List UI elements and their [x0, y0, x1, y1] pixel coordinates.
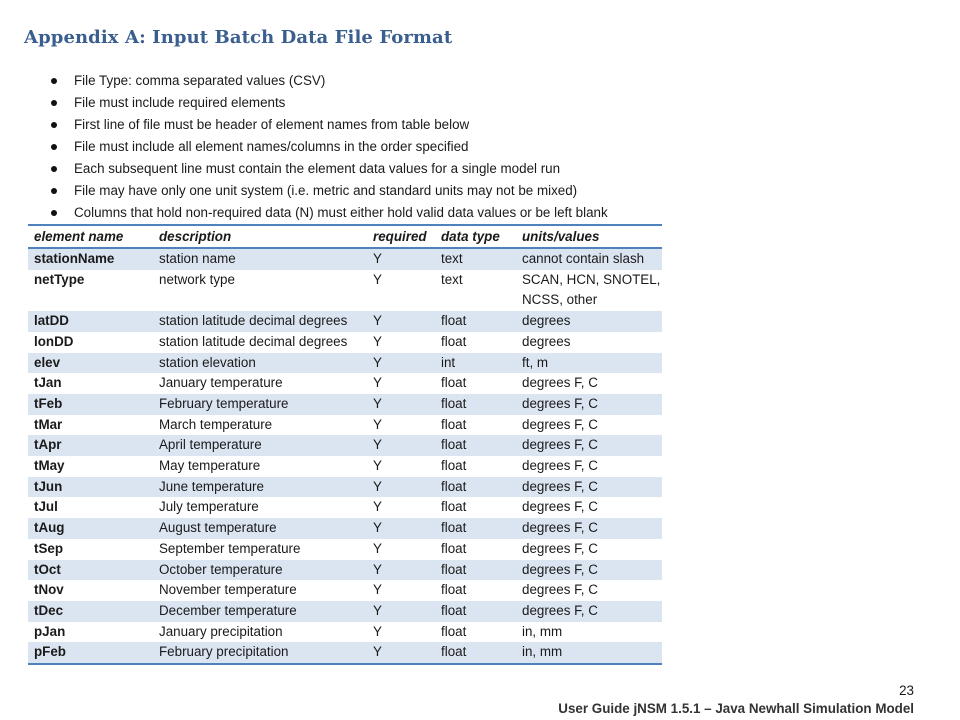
cell-units-values: degrees F, C — [516, 435, 662, 456]
cell-required: Y — [367, 353, 435, 374]
cell-data-type: float — [435, 435, 516, 456]
column-header-data-type: data type — [435, 225, 516, 248]
table-row — [28, 539, 662, 560]
table-row — [28, 415, 662, 436]
list-item-text: Each subsequent line must contain the element data values for a single model run — [74, 161, 561, 176]
cell-element-name: tOct — [28, 560, 153, 581]
cell-required: Y — [367, 435, 435, 456]
cell-element-name: tJun — [28, 477, 153, 498]
cell-data-type: float — [435, 560, 516, 581]
cell-units-values: degrees F, C — [516, 394, 662, 415]
requirements-list — [48, 70, 688, 224]
cell-element-name: tSep — [34, 540, 64, 556]
list-item-text: File may have only one unit system (i.e. metric and standard units may not be mixed) — [74, 183, 578, 198]
cell-units-values: degrees F, C — [522, 582, 598, 598]
cell-description: station latitude decimal degrees — [153, 311, 367, 332]
cell-required: Y — [367, 601, 435, 622]
cell-required: Y — [373, 416, 382, 432]
column-header-units-values: units/values — [516, 225, 662, 248]
list-item-text: Columns that hold non-required data (N) must either hold valid data values or be left blank — [74, 205, 608, 220]
list-item-text: File Type: comma separated values (CSV) — [74, 73, 326, 88]
table-row — [28, 560, 662, 581]
cell-units-values: cannot contain slash — [516, 248, 662, 270]
cell-units-values: degrees F, C — [522, 458, 598, 474]
cell-data-type: int — [435, 353, 516, 374]
cell-required: Y — [373, 499, 382, 515]
cell-required: Y — [367, 311, 435, 332]
list-item — [48, 114, 688, 136]
cell-units-values: degrees F, C — [522, 416, 598, 432]
cell-data-type: float — [435, 394, 516, 415]
cell-description: April temperature — [153, 435, 367, 456]
cell-required: Y — [373, 540, 382, 556]
cell-data-type: float — [441, 540, 467, 556]
cell-units-values: SCAN, HCN, SNOTEL, NCSS, other — [522, 271, 661, 308]
table-body — [28, 248, 662, 664]
cell-required: Y — [373, 582, 382, 598]
cell-description: January temperature — [159, 375, 283, 391]
cell-required: Y — [373, 333, 382, 349]
cell-required: Y — [373, 623, 382, 639]
column-header-required: required — [367, 225, 435, 248]
cell-required: Y — [367, 477, 435, 498]
cell-description: August temperature — [153, 518, 367, 539]
column-header-description: description — [153, 225, 367, 248]
cell-units-values: in, mm — [522, 623, 563, 639]
cell-data-type: float — [441, 416, 467, 432]
table-row — [28, 580, 662, 601]
table-header-row — [28, 225, 662, 248]
cell-units-values: degrees F, C — [516, 560, 662, 581]
cell-description: station latitude decimal degrees — [159, 333, 348, 349]
table-row — [28, 518, 662, 539]
cell-element-name: tDec — [28, 601, 153, 622]
cell-description: June temperature — [153, 477, 367, 498]
cell-description: September temperature — [159, 540, 301, 556]
list-item — [48, 92, 688, 114]
cell-description: July temperature — [159, 499, 259, 515]
cell-description: station name — [153, 248, 367, 270]
cell-data-type: float — [435, 477, 516, 498]
table-row — [28, 497, 662, 518]
cell-data-type: float — [441, 333, 467, 349]
cell-element-name: netType — [34, 271, 85, 287]
cell-description: December temperature — [153, 601, 367, 622]
cell-required: Y — [373, 458, 382, 474]
bullet-icon — [51, 122, 57, 128]
table-row — [28, 373, 662, 394]
cell-element-name: tAug — [28, 518, 153, 539]
list-item — [48, 202, 688, 224]
cell-required: Y — [373, 271, 382, 287]
table-row — [28, 435, 662, 456]
table-row — [28, 394, 662, 415]
cell-data-type: float — [435, 311, 516, 332]
cell-required: Y — [367, 642, 435, 664]
cell-required: Y — [367, 560, 435, 581]
bullet-icon — [51, 166, 57, 172]
cell-data-type: float — [435, 642, 516, 664]
cell-units-values: degrees F, C — [522, 375, 598, 391]
bullet-icon — [51, 210, 57, 216]
cell-description: May temperature — [159, 458, 261, 474]
cell-description: November temperature — [159, 582, 297, 598]
table-row — [28, 248, 662, 270]
cell-element-name: pFeb — [28, 642, 153, 664]
cell-units-values: degrees — [522, 333, 571, 349]
cell-element-name: tJul — [34, 499, 58, 515]
table-row — [28, 601, 662, 622]
cell-data-type: float — [441, 582, 467, 598]
cell-units-values: ft, m — [516, 353, 662, 374]
cell-units-values: degrees F, C — [516, 518, 662, 539]
cell-required: Y — [367, 248, 435, 270]
cell-description: October temperature — [153, 560, 367, 581]
table-row — [28, 477, 662, 498]
cell-units-values: degrees F, C — [516, 601, 662, 622]
cell-units-values: in, mm — [516, 642, 662, 664]
table-row — [28, 622, 662, 643]
cell-data-type: float — [435, 601, 516, 622]
cell-description: January precipitation — [159, 623, 283, 639]
list-item-text: First line of file must be header of element names from table below — [74, 117, 470, 132]
cell-element-name: tMay — [34, 458, 65, 474]
bullet-icon — [51, 78, 57, 84]
list-item — [48, 158, 688, 180]
cell-element-name: pJan — [34, 623, 66, 639]
cell-data-type: text — [435, 248, 516, 270]
cell-element-name: tJan — [34, 375, 62, 391]
list-item — [48, 136, 688, 158]
table-row — [28, 642, 662, 664]
cell-units-values: degrees F, C — [522, 540, 598, 556]
cell-description: February temperature — [153, 394, 367, 415]
page-number: 23 — [899, 683, 914, 698]
cell-element-name: tFeb — [28, 394, 153, 415]
table-row — [28, 311, 662, 332]
cell-data-type: float — [435, 518, 516, 539]
cell-element-name: stationName — [28, 248, 153, 270]
cell-element-name: tNov — [34, 582, 64, 598]
cell-units-values: degrees F, C — [516, 477, 662, 498]
element-spec-table — [28, 224, 662, 665]
bullet-icon — [51, 188, 57, 194]
footer-text: User Guide jNSM 1.5.1 – Java Newhall Simulation Model — [558, 701, 914, 716]
table-row — [28, 332, 662, 353]
column-header-element-name: element name — [28, 225, 153, 248]
cell-data-type: float — [441, 499, 467, 515]
cell-required: Y — [367, 518, 435, 539]
cell-data-type: float — [441, 623, 467, 639]
cell-required: Y — [373, 375, 382, 391]
cell-units-values: degrees — [516, 311, 662, 332]
list-item — [48, 180, 688, 202]
cell-element-name: lonDD — [34, 333, 74, 349]
cell-element-name: elev — [28, 353, 153, 374]
cell-element-name: tApr — [28, 435, 153, 456]
cell-description: February precipitation — [153, 642, 367, 664]
page-title: Appendix A: Input Batch Data File Format — [24, 27, 453, 48]
list-item — [48, 70, 688, 92]
cell-element-name: tMar — [34, 416, 63, 432]
cell-data-type: float — [441, 458, 467, 474]
list-item-text: File must include all element names/columns in the order specified — [74, 139, 469, 154]
cell-description: station elevation — [153, 353, 367, 374]
bullet-icon — [51, 100, 57, 106]
cell-required: Y — [367, 394, 435, 415]
cell-description: network type — [159, 271, 235, 287]
bullet-icon — [51, 144, 57, 150]
list-item-text: File must include required elements — [74, 95, 286, 110]
cell-element-name: latDD — [28, 311, 153, 332]
table-row — [28, 456, 662, 477]
cell-units-values: degrees F, C — [522, 499, 598, 515]
cell-data-type: float — [441, 375, 467, 391]
cell-data-type: text — [441, 271, 463, 287]
table-row — [28, 270, 662, 311]
cell-description: March temperature — [159, 416, 273, 432]
table-row — [28, 353, 662, 374]
